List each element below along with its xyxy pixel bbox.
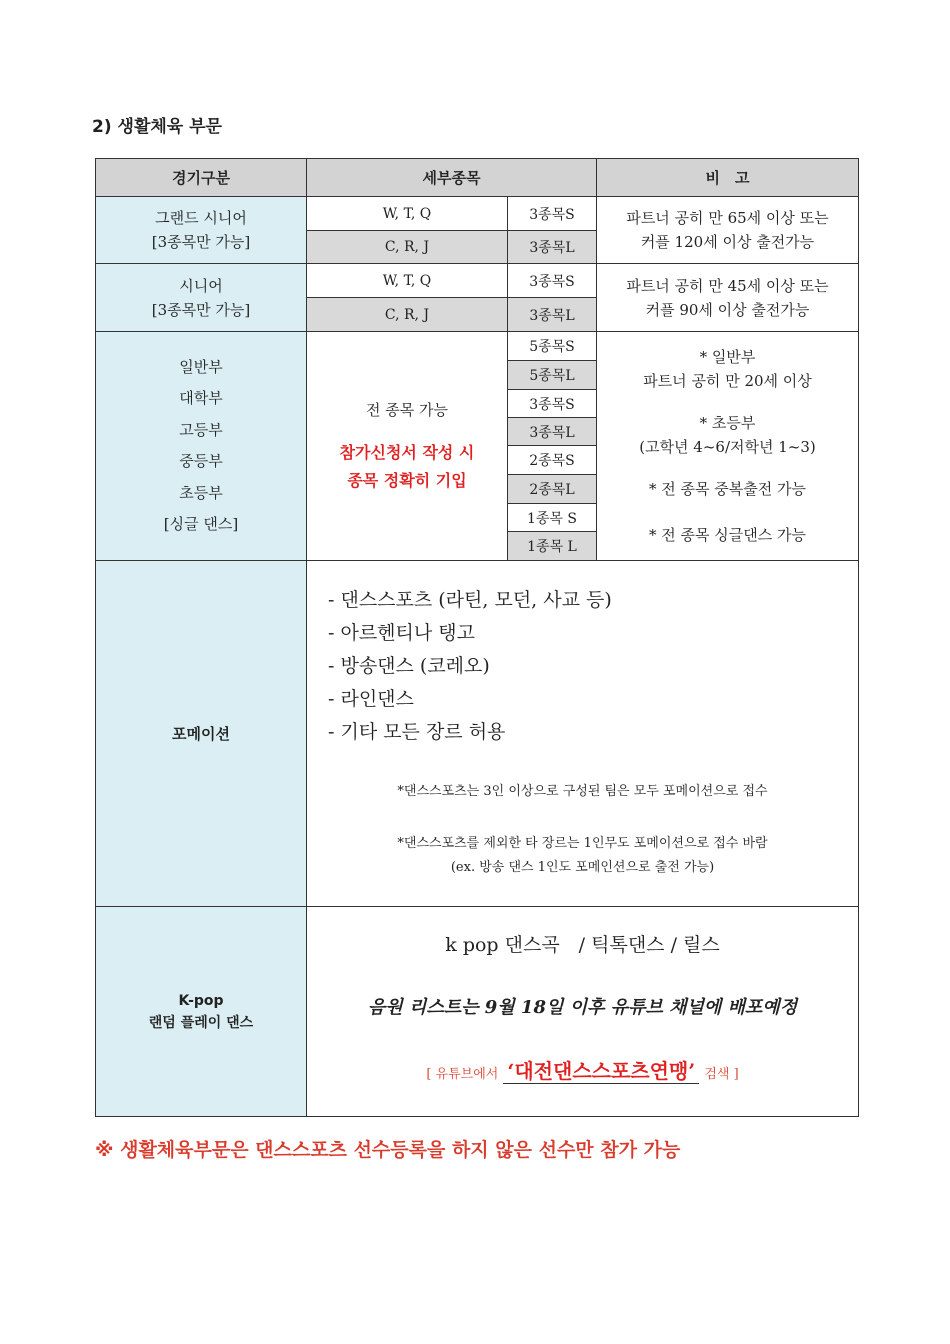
general-name-adult: 일반부 <box>179 357 223 376</box>
kpop-name-line2: 랜덤 플레이 댄스 <box>148 1014 254 1031</box>
general-name-highschool: 고등부 <box>179 420 223 439</box>
formation-note-1: *댄스스포츠는 3인 이상으로 구성된 팀은 모두 포메이션으로 접수 <box>397 784 768 799</box>
general-code-3l: 3종목L <box>507 417 597 446</box>
kpop-genres: k pop 댄스곡 / 틱톡댄스 / 릴스 <box>445 934 720 956</box>
grand-senior-remark <box>596 196 859 264</box>
kpop-search-prefix: [ 유튜브에서 <box>426 1067 499 1082</box>
general-code-2l: 2종목L <box>507 474 597 504</box>
general-red-line2: 종목 정확히 기입 <box>347 471 467 490</box>
general-code-2s: 2종목S <box>507 445 597 475</box>
grand-senior-dances-latin: C, R, J <box>306 230 508 264</box>
kpop-search-term: ‘대전댄스스포츠연맹’ <box>503 1059 699 1084</box>
general-remark-5: * 전 종목 중복출전 가능 <box>649 480 806 498</box>
general-code-5s: 5종목S <box>507 331 597 361</box>
general-name-single: [싱글 댄스] <box>163 515 239 533</box>
header-category: 경기구분 <box>95 158 307 197</box>
formation-genre-list <box>328 584 612 749</box>
kpop-category <box>95 906 307 1117</box>
grand-senior-dances-standard: W, T, Q <box>306 196 508 231</box>
senior-dances-latin: C, R, J <box>306 297 508 332</box>
footer-notice: ※ 생활체육부문은 댄스스포츠 선수등록을 하지 않은 선수만 참가 가능 <box>95 1139 681 1161</box>
general-remark-4: (고학년 4~6/저학년 1~3) <box>639 438 816 456</box>
kpop-name-line1: K-pop <box>178 992 224 1009</box>
kpop-search-suffix: 검색 ] <box>704 1067 739 1082</box>
grand-senior-remark-line1: 파트너 공히 만 65세 이상 또는 <box>626 209 829 227</box>
senior-dances-standard: W, T, Q <box>306 263 508 298</box>
grand-senior-sub: [3종목만 가능] <box>151 233 251 251</box>
formation-item: - 기타 모든 장르 허용 <box>328 721 506 743</box>
general-category <box>95 331 307 561</box>
senior-remark <box>596 263 859 332</box>
general-events <box>306 331 508 561</box>
senior-remark-line2: 커플 90세 이상 출전가능 <box>645 300 810 319</box>
formation-item: - 댄스스포츠 (라틴, 모던, 사교 등) <box>328 589 612 611</box>
grand-senior-remark-line2: 커플 120세 이상 출전가능 <box>640 233 815 251</box>
general-name-university: 대학부 <box>179 389 223 407</box>
general-remark-3: * 초등부 <box>699 414 756 432</box>
header-events: 세부종목 <box>306 158 597 197</box>
senior-remark-line1: 파트너 공히 만 45세 이상 또는 <box>626 276 829 295</box>
senior-code-standard: 3종목S <box>507 263 597 298</box>
kpop-notice: 음원 리스트는 9월 18일 이후 유튜브 채널에 배포예정 <box>367 997 798 1018</box>
formation-item: - 아르헨티나 탱고 <box>328 622 475 644</box>
general-remark <box>596 331 859 561</box>
general-red-line1: 참가신청서 작성 시 <box>339 443 475 462</box>
formation-item: - 방송댄스 (코레오) <box>328 655 490 677</box>
general-name-elementary: 초등부 <box>179 483 223 502</box>
formation-item: - 라인댄스 <box>328 688 414 710</box>
senior-category <box>95 263 307 332</box>
kpop-search-hint <box>306 1055 859 1084</box>
formation-note-2: *댄스스포츠를 제외한 타 장르는 1인무도 포메이션으로 접수 바람 <box>397 836 768 851</box>
general-name-middleschool: 중등부 <box>179 452 223 470</box>
grand-senior-code-latin: 3종목L <box>507 230 597 264</box>
general-all-events: 전 종목 가능 <box>366 401 448 419</box>
general-remark-6: * 전 종목 싱글댄스 가능 <box>649 526 806 544</box>
general-code-5l: 5종목L <box>507 360 597 390</box>
senior-name: 시니어 <box>179 276 223 295</box>
senior-code-latin: 3종목L <box>507 297 597 332</box>
senior-sub: [3종목만 가능] <box>151 300 251 319</box>
formation-note-3: (ex. 방송 댄스 1인도 포메인션으로 출전 가능) <box>450 860 715 875</box>
section-title: 2) 생활체육 부문 <box>92 117 222 137</box>
grand-senior-category <box>95 196 307 264</box>
general-remark-1: * 일반부 <box>699 348 756 366</box>
grand-senior-code-standard: 3종목S <box>507 196 597 231</box>
header-remarks: 비 고 <box>596 158 859 197</box>
general-remark-2: 파트너 공히 만 20세 이상 <box>643 372 812 390</box>
formation-category: 포메이션 <box>95 560 307 907</box>
grand-senior-name: 그랜드 시니어 <box>155 209 247 227</box>
general-code-1l: 1종목 L <box>507 531 597 561</box>
general-code-1s: 1종목 S <box>507 503 597 532</box>
general-code-3s: 3종목S <box>507 389 597 418</box>
